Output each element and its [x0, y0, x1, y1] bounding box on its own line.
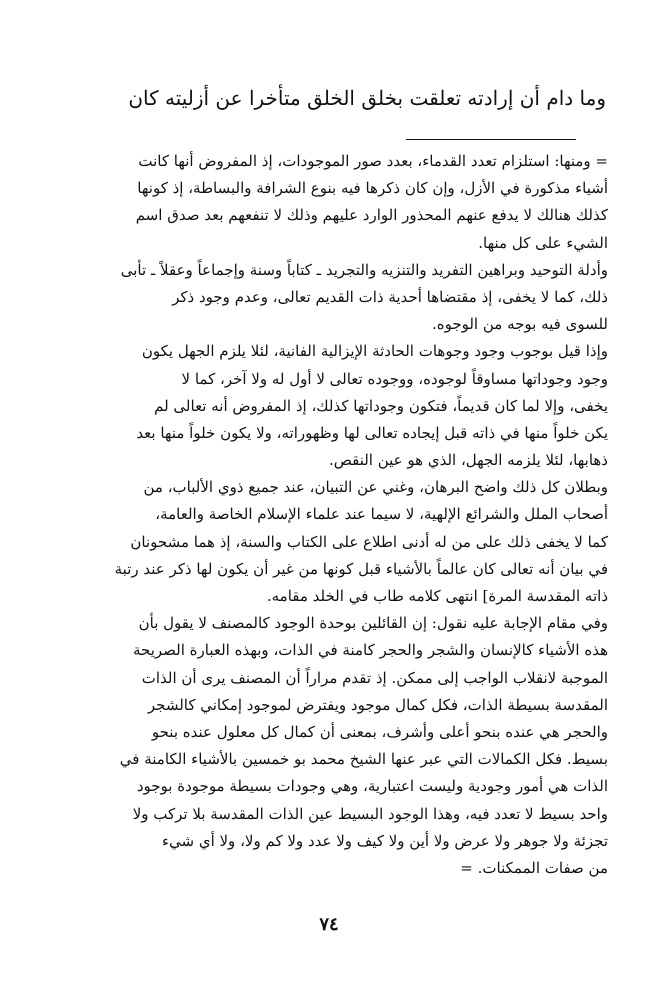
footnote-line: ذلك، كما لا يخفى، إذ مقتضاها أحدية ذات القديم تعالى، وعدم وجود ذكر [172, 287, 608, 306]
main-text-line: وما دام أن إرادته تعلقت بخلق الخلق متأخرا عن أزليته كان [128, 86, 606, 110]
footnote-line: في بيان أنه تعالى كان عالماً بالأشياء قبل كونها من غير أن يكون لها ذكر عند رتبة [114, 559, 608, 578]
footnote-line: كما لا يخفى ذلك على من له أدنى اطلاع على الكتاب والسنة، إذ هما مشحونان [130, 532, 608, 551]
footnote-line: يخفى، وإلا لما كان قديماً، فتكون وجوداتها كذلك، إذ المفروض أنه تعالى لم [154, 396, 608, 415]
page-number: ٧٤ [319, 914, 339, 935]
footnote-line: من صفات الممكنات. = [460, 858, 608, 877]
footnote-line: ذاته المقدسة المرة] انتهى كلامه طاب في الخلد مقامه. [266, 587, 608, 605]
footnote-line: وبطلان كل ذلك واضح البرهان، وغني عن التبيان، عند جميع ذوي الألباب، من [143, 478, 608, 497]
footnote-line: بسيط. فكل الكمالات التي عبر عنها الشيخ محمد بو خمسين بالأشياء الكامنة في [119, 750, 608, 769]
footnote-line: هذه الأشياء كالإنسان والشجر والحجر كامنة في الذات، وبهذه العبارة الصريحة [132, 641, 608, 660]
footnote-line: = ومنها: استلزام تعدد القدماء، بعدد صور الموجودات، إذ المفروض أنها كانت [138, 152, 608, 170]
footnote-line: الذات هي أمور وجودية وليست اعتبارية، وهي وجودات بسيطة موجودة بوجود [136, 777, 608, 796]
footnote-line: المقدسة بسيطة الذات، فكل كمال موجود ويفترض لموجود إمكاني كالشجر [147, 695, 608, 714]
footnote-line: واحد بسيط لا تعدد فيه، وهذا الوجود البسيط عين الذات المقدسة بلا تركب ولا [132, 804, 608, 823]
footnote-line: وأدلة التوحيد وبراهين التفريد والتنزيه والتجريد ـ كتاباً وسنة وإجماعاً وعقلاً ـ تأبى [120, 260, 608, 279]
footnote-line: وفي مقام الإجابة عليه نقول: إن القائلين بوحدة الوجود كالمصنف لا يقول بأن [138, 614, 608, 633]
footnote-line: والحجر هي عنده بنحو أعلى وأشرف، بمعنى أن كمال كل معلول عنده بنحو [151, 722, 608, 741]
footnote-separator [406, 139, 576, 140]
footnote-line: وإذا قيل بوجوب وجود وجوهات الحادثة الإيزالية الفانية، لئلا يلزم الجهل يكون [141, 342, 608, 361]
footnotes [52, 148, 608, 882]
footnote-line: ذهابها، لئلا يلزمه الجهل، الذي هو عين النقص. [328, 451, 608, 470]
footnote-line: تجزئة ولا جوهر ولا عرض ولا أين ولا كيف ولا عدد ولا كم ولا، ولا أي شيء [161, 831, 608, 850]
footnote-line: للسوى فيه بوجه من الوجوه. [431, 315, 608, 334]
footnote-line: يكن خلواً منها في ذاته قبل إيجاده تعالى لها وظهوراته، ولا يكون خلواً منها بعد [136, 423, 608, 442]
footnote-line: الشيء على كل منها. [478, 233, 608, 252]
footnote-line: كذلك هنالك لا يدفع عنهم المحذور الوارد عليهم وذلك لا تنفعهم بعد صدق اسم [135, 206, 608, 225]
footnote-line: أصحاب الملل والشرائع الإلهية، لا سيما عند علماء الإسلام الخاصة والعامة، [155, 505, 608, 524]
footnote-line: أشياء مذكورة في الأزل، وإن كان ذكرها فيه بنوع الشرافة والبساطة، إذ كونها [137, 179, 608, 198]
footnote-line: وجود وجوداتها مساوقاً لوجوده، ووجوده تعالى لا أول له ولا آخر، كما لا [181, 369, 608, 388]
footnote-line: الموجبة لانقلاب الواجب إلى ممكن. إذ تقدم مراراً أن المصنف يرى أن الذات [141, 668, 608, 687]
